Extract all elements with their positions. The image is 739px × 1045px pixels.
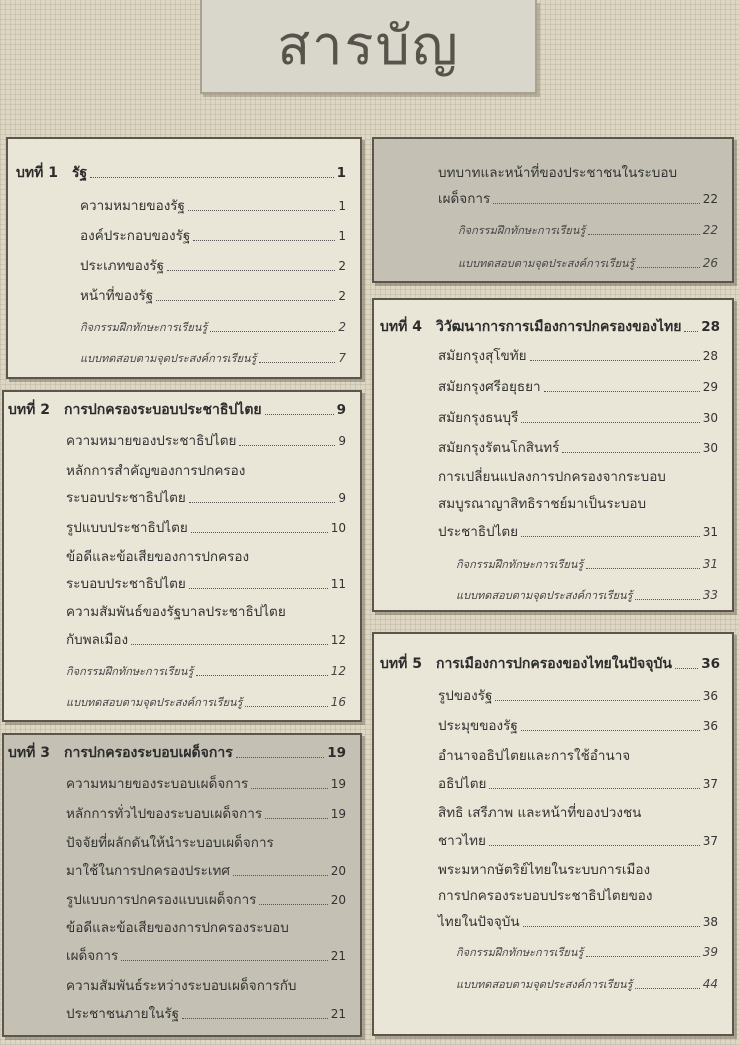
toc-entry-line: สิทธิ เสรีภาพ และหน้าที่ของปวงชน xyxy=(438,805,642,821)
toc-entry-text: อธิปไตย xyxy=(438,776,487,792)
leader-dots xyxy=(562,452,699,453)
leader-dots xyxy=(586,568,699,569)
toc-activity-entry[interactable] xyxy=(80,320,346,335)
leader-dots xyxy=(196,675,327,676)
chapter-5-label: บทที่ 5 xyxy=(380,656,422,672)
leader-dots xyxy=(191,532,328,533)
toc-entry[interactable] xyxy=(438,689,718,704)
toc-entry-page: 26 xyxy=(702,256,718,270)
leader-dots xyxy=(233,875,328,876)
toc-entry[interactable] xyxy=(66,777,346,792)
toc-entry[interactable] xyxy=(438,915,718,930)
chapter-4-heading[interactable] xyxy=(380,320,720,335)
toc-entry-text: รูปแบบประชาธิปไตย xyxy=(66,520,188,536)
leader-dots xyxy=(251,788,327,789)
toc-entry-text: ไทยในปัจจุบัน xyxy=(438,914,520,930)
toc-entry[interactable] xyxy=(438,719,718,734)
leader-dots xyxy=(188,210,335,211)
leader-dots xyxy=(637,267,699,268)
leader-dots xyxy=(259,904,327,905)
toc-entry-page: 22 xyxy=(702,223,718,237)
leader-dots xyxy=(635,599,699,600)
chapter-3-heading[interactable] xyxy=(8,746,346,761)
toc-entry-page: 36 xyxy=(702,689,718,703)
toc-entry-text: ความหมายของประชาธิปไตย xyxy=(66,433,237,449)
toc-entry-page: 2 xyxy=(338,320,346,334)
toc-entry-text: กิจกรรมฝึกทักษะการเรียนรู้ xyxy=(456,946,584,959)
toc-entry-text: แบบทดสอบตามจุดประสงค์การเรียนรู้ xyxy=(66,696,243,709)
toc-test-entry[interactable] xyxy=(458,256,718,271)
toc-entry-line: ปัจจัยที่ผลักดันให้นำระบอบเผด็จการ xyxy=(66,835,274,851)
toc-entry-text: รูปแบบการปกครองแบบเผด็จการ xyxy=(66,892,257,908)
toc-entry[interactable] xyxy=(66,491,346,506)
toc-entry-page: 16 xyxy=(330,695,346,709)
chapter-2-label: บทที่ 2 xyxy=(8,402,50,418)
leader-dots xyxy=(265,414,334,415)
toc-entry-page: 9 xyxy=(338,491,346,505)
toc-entry-line: บทบาทและหน้าที่ของประชาชนในระบอบ xyxy=(438,165,678,181)
toc-entry[interactable] xyxy=(66,864,346,879)
toc-entry-text: หน้าที่ของรัฐ xyxy=(80,288,154,304)
page-title: สารบัญ xyxy=(277,14,460,77)
toc-entry-line: อำนาจอธิปไตยและการใช้อำนาจ xyxy=(438,748,631,764)
toc-entry-page: 39 xyxy=(702,945,718,959)
toc-entry-line: หลักการสำคัญของการปกครอง xyxy=(66,463,246,479)
toc-entry-page: 20 xyxy=(330,864,346,878)
toc-entry-page: 30 xyxy=(702,411,718,425)
chapter-2-page: 9 xyxy=(336,402,346,418)
leader-dots xyxy=(131,644,328,645)
toc-entry-page: 21 xyxy=(330,949,346,963)
leader-dots xyxy=(259,362,335,363)
toc-test-entry[interactable] xyxy=(456,977,718,992)
leader-dots xyxy=(521,536,700,537)
toc-entry-page: 21 xyxy=(330,1007,346,1021)
toc-entry-page: 12 xyxy=(330,633,346,647)
chapter-4-label: บทที่ 4 xyxy=(380,319,422,335)
leader-dots xyxy=(156,300,335,301)
leader-dots xyxy=(586,956,699,957)
chapter-1-title: รัฐ xyxy=(72,165,88,181)
toc-entry[interactable] xyxy=(438,834,718,849)
toc-entry[interactable] xyxy=(438,349,718,364)
toc-entry[interactable] xyxy=(80,229,346,244)
toc-entry-text: สมัยกรุงธนบุรี xyxy=(438,410,519,426)
chapter-5-title: การเมืองการปกครองของไทยในปัจจุบัน xyxy=(436,656,672,672)
toc-entry-page: 33 xyxy=(702,588,718,602)
toc-entry-page: 38 xyxy=(702,915,718,929)
leader-dots xyxy=(193,240,335,241)
toc-activity-entry[interactable] xyxy=(456,557,718,572)
toc-entry-text: ประมุขของรัฐ xyxy=(438,718,518,734)
toc-entry-page: 31 xyxy=(702,557,718,571)
toc-entry-text: มาใช้ในการปกครองประเทศ xyxy=(66,863,230,879)
toc-entry-text: กับพลเมือง xyxy=(66,632,129,648)
leader-dots xyxy=(489,845,700,846)
toc-entry-line: ความสัมพันธ์ของรัฐบาลประชาธิปไตย xyxy=(66,604,286,620)
chapter-2-heading[interactable] xyxy=(8,403,346,418)
toc-entry-text: สมัยกรุงสุโขทัย xyxy=(438,348,527,364)
chapter-1-label: บทที่ 1 xyxy=(16,165,58,181)
toc-entry-text: ประชาธิปไตย xyxy=(438,524,519,540)
toc-entry-text: ประเภทของรัฐ xyxy=(80,258,165,274)
toc-entry-page: 28 xyxy=(702,349,718,363)
toc-entry[interactable] xyxy=(438,441,718,456)
toc-entry-page: 29 xyxy=(702,380,718,394)
toc-entry-text: แบบทดสอบตามจุดประสงค์การเรียนรู้ xyxy=(458,257,635,270)
toc-entry-page: 11 xyxy=(330,577,346,591)
toc-entry-page: 44 xyxy=(702,977,718,991)
toc-entry-page: 36 xyxy=(702,719,718,733)
toc-entry-page: 37 xyxy=(702,834,718,848)
toc-entry-page: 9 xyxy=(338,434,346,448)
toc-entry-line: ความสัมพันธ์ระหว่างระบอบเผด็จการกับ xyxy=(66,978,297,994)
leader-dots xyxy=(489,788,699,789)
chapter-3-label: บทที่ 3 xyxy=(8,745,50,761)
leader-dots xyxy=(588,234,699,235)
toc-entry-text: สมัยกรุงรัตนโกสินทร์ xyxy=(438,440,560,456)
leader-dots xyxy=(635,988,699,989)
toc-entry-line: การปกครองระบอบประชาธิปไตยของ xyxy=(438,888,653,904)
toc-entry-text: รูปของรัฐ xyxy=(438,688,493,704)
toc-entry-text: กิจกรรมฝึกทักษะการเรียนรู้ xyxy=(66,665,194,678)
toc-entry[interactable] xyxy=(66,949,346,964)
toc-entry-page: 37 xyxy=(702,777,718,791)
toc-entry[interactable] xyxy=(66,633,346,648)
toc-entry-text: สมัยกรุงศรีอยุธยา xyxy=(438,379,541,395)
chapter-5-heading[interactable] xyxy=(380,657,720,672)
leader-dots xyxy=(523,926,700,927)
chapter-1-page: 1 xyxy=(336,165,346,181)
toc-entry-page: 12 xyxy=(330,664,346,678)
toc-entry[interactable] xyxy=(66,577,346,592)
leader-dots xyxy=(245,706,327,707)
toc-entry-text: ระบอบประชาธิปไตย xyxy=(66,576,186,592)
toc-entry-page: 1 xyxy=(338,199,346,213)
toc-entry-page: 2 xyxy=(338,289,346,303)
leader-dots xyxy=(684,331,698,332)
toc-entry-text: ชาวไทย xyxy=(438,833,486,849)
leader-dots xyxy=(182,1018,328,1019)
toc-activity-entry[interactable] xyxy=(456,945,718,960)
chapter-1-heading[interactable] xyxy=(16,166,346,181)
leader-dots xyxy=(544,391,700,392)
toc-entry-line: สมบูรณาญาสิทธิราชย์มาเป็นระบอบ xyxy=(438,496,647,512)
title-box xyxy=(200,0,537,94)
toc-entry-text: ความหมายของรัฐ xyxy=(80,198,186,214)
toc-activity-entry[interactable] xyxy=(66,664,346,679)
toc-entry-text: ประชาชนภายในรัฐ xyxy=(66,1006,180,1022)
leader-dots xyxy=(265,818,328,819)
toc-entry-page: 20 xyxy=(330,893,346,907)
toc-entry-page: 19 xyxy=(330,807,346,821)
leader-dots xyxy=(189,588,328,589)
toc-entry-text: หลักการทั่วไปของระบอบเผด็จการ xyxy=(66,806,263,822)
toc-entry-page: 22 xyxy=(702,192,718,206)
toc-activity-entry[interactable] xyxy=(458,223,718,238)
toc-entry[interactable] xyxy=(66,434,346,449)
toc-entry-line: ข้อดีและข้อเสียของการปกครอง xyxy=(66,549,250,565)
chapter-2-title: การปกครองระบอบประชาธิปไตย xyxy=(64,402,262,418)
toc-entry-text: เผด็จการ xyxy=(438,191,491,207)
chapter-4-title: วิวัฒนาการการเมืองการปกครองของไทย xyxy=(436,319,682,335)
toc-test-entry[interactable] xyxy=(66,695,346,710)
leader-dots xyxy=(189,502,336,503)
leader-dots xyxy=(675,668,698,669)
chapter-3-title: การปกครองระบอบเผด็จการ xyxy=(64,745,233,761)
leader-dots xyxy=(521,730,700,731)
toc-entry-text: กิจกรรมฝึกทักษะการเรียนรู้ xyxy=(80,321,208,334)
leader-dots xyxy=(530,360,700,361)
toc-entry[interactable] xyxy=(66,1007,346,1022)
toc-entry[interactable] xyxy=(66,521,346,536)
toc-entry-page: 19 xyxy=(330,777,346,791)
toc-entry[interactable] xyxy=(80,289,346,304)
toc-entry[interactable] xyxy=(66,807,346,822)
toc-entry-page: 2 xyxy=(338,259,346,273)
toc-entry-text: องค์ประกอบของรัฐ xyxy=(80,228,191,244)
toc-entry-page: 7 xyxy=(338,351,346,365)
leader-dots xyxy=(210,331,335,332)
toc-entry-text: แบบทดสอบตามจุดประสงค์การเรียนรู้ xyxy=(456,589,633,602)
leader-dots xyxy=(167,270,335,271)
toc-entry-page: 31 xyxy=(702,525,718,539)
leader-dots xyxy=(236,757,324,758)
toc-test-entry[interactable] xyxy=(456,588,718,603)
leader-dots xyxy=(121,960,328,961)
chapter-3-page: 19 xyxy=(327,745,346,761)
toc-entry[interactable] xyxy=(80,259,346,274)
leader-dots xyxy=(493,203,700,204)
toc-entry-text: ความหมายของระบอบเผด็จการ xyxy=(66,776,249,792)
chapter-5-page: 36 xyxy=(701,656,720,672)
toc-entry-page: 1 xyxy=(338,229,346,243)
toc-entry[interactable] xyxy=(66,893,346,908)
toc-entry-page: 10 xyxy=(330,521,346,535)
toc-entry-text: กิจกรรมฝึกทักษะการเรียนรู้ xyxy=(458,224,586,237)
toc-entry[interactable] xyxy=(438,411,718,426)
toc-entry[interactable] xyxy=(438,192,718,207)
toc-entry-text: ระบอบประชาธิปไตย xyxy=(66,490,186,506)
leader-dots xyxy=(239,445,335,446)
toc-entry-text: แบบทดสอบตามจุดประสงค์การเรียนรู้ xyxy=(80,352,257,365)
toc-entry-page: 30 xyxy=(702,441,718,455)
leader-dots xyxy=(521,422,699,423)
toc-entry[interactable] xyxy=(438,777,718,792)
toc-entry-text: กิจกรรมฝึกทักษะการเรียนรู้ xyxy=(456,558,584,571)
toc-entry-text: เผด็จการ xyxy=(66,948,119,964)
toc-entry[interactable] xyxy=(80,199,346,214)
toc-entry-line: พระมหากษัตริย์ไทยในระบบการเมือง xyxy=(438,862,651,878)
toc-entry[interactable] xyxy=(438,525,718,540)
toc-entry-line: การเปลี่ยนแปลงการปกครองจากระบอบ xyxy=(438,469,666,485)
chapter-4-page: 28 xyxy=(701,319,720,335)
toc-entry[interactable] xyxy=(438,380,718,395)
toc-entry-text: แบบทดสอบตามจุดประสงค์การเรียนรู้ xyxy=(456,978,633,991)
leader-dots xyxy=(90,177,333,178)
leader-dots xyxy=(495,700,699,701)
toc-entry-line: ข้อดีและข้อเสียของการปกครองระบอบ xyxy=(66,920,289,936)
toc-test-entry[interactable] xyxy=(80,351,346,366)
